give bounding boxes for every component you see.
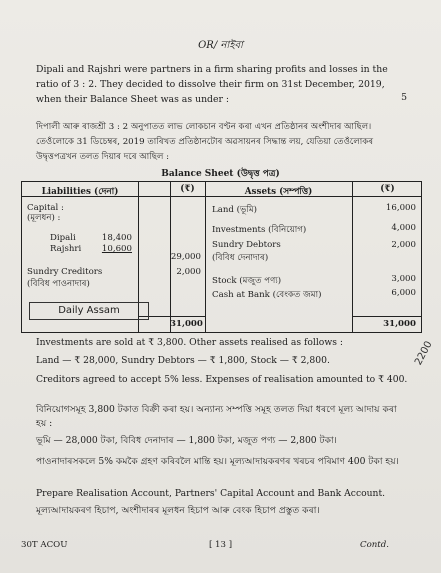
text-investments-assamese: বিনিয়োগসমূহ 3,800 টকাত বিক্ৰী কৰা হয়। অন্যান্য সম্পত্তি সমূহ তলত দিয়া ধৰণে মূল্য আদায় কৰা হয় : bbox=[36, 404, 397, 429]
header-amount-assets: (₹) bbox=[380, 184, 395, 194]
liabilities-total: 31,000 bbox=[170, 319, 203, 329]
footer-contd: Contd. bbox=[360, 540, 389, 550]
header-amount-liabilities: (₹) bbox=[180, 184, 195, 194]
asset-debtors-amount: 2,000 bbox=[391, 240, 416, 250]
text-investments-sold: Investments are sold at ₹ 3,800. Other assets realised as follows : bbox=[36, 337, 343, 348]
asset-cash-label: Cash at Bank (বেংকত জমা) bbox=[212, 290, 322, 300]
asset-cash-amount: 6,000 bbox=[391, 288, 416, 298]
text-creditors-assamese: পাওনাদাৰসকলে 5% কমকৈ গ্ৰহণ কৰিবলৈ মান্তি হয়। মূল্যআদায়কৰণৰ খৰচৰ পৰিমাণ 400 টকা হয়। bbox=[36, 456, 399, 467]
daily-assam-watermark: Daily Assam bbox=[29, 302, 149, 320]
asset-stock-label: Stock (মজুত পণ্য) bbox=[212, 276, 282, 286]
text-prepare-accounts: Prepare Realisation Account, Partners' Capital Account and Bank Account. bbox=[36, 488, 386, 499]
dipali-amount: 18,400 bbox=[101, 233, 132, 243]
rajshri-amount: 10,600 bbox=[101, 244, 132, 254]
text-prepare-accounts-assamese: মূল্যআদায়কৰণ হিচাপ, অংশীদাৰৰ মূলধন হিচাপ আৰু বেংক হিচাপ প্ৰস্তুত কৰা। bbox=[36, 505, 320, 516]
dipali-label: Dipali bbox=[50, 233, 76, 243]
asset-land-amount: 16,000 bbox=[385, 203, 416, 213]
handwritten-note: 2200 bbox=[413, 339, 435, 368]
balance-sheet-title: Balance Sheet (উদ্বৃত্ত পত্ৰ) bbox=[161, 169, 280, 179]
text-other-assets-assamese: ভূমি — 28,000 টকা, বিবিধ দেনাদাৰ — 1,800 টকা, মজুত পণ্য — 2,800 টকা। bbox=[36, 435, 337, 446]
question-marks: 5 bbox=[401, 92, 407, 103]
question-english bbox=[36, 62, 406, 107]
asset-investments-label: Investments (বিনিয়োগ) bbox=[212, 225, 307, 235]
text-creditors-expenses: Creditors agreed to accept 5% less. Expenses of realisation amounted to ₹ 400. bbox=[36, 374, 408, 385]
rajshri-label: Rajshri bbox=[50, 244, 82, 254]
asset-land-label: Land (ভূমি) bbox=[212, 205, 257, 215]
creditors-amount: 2,000 bbox=[176, 267, 201, 277]
creditors-label: Sundry Creditors bbox=[27, 267, 103, 277]
balance-sheet-table bbox=[21, 181, 422, 333]
asset-investments-amount: 4,000 bbox=[391, 223, 416, 233]
capital-total: 29,000 bbox=[170, 252, 201, 262]
header-assets: Assets (সম্পত্তি) bbox=[244, 187, 313, 197]
or-heading: OR/ নাইবা bbox=[198, 40, 243, 51]
question-english-text: Dipali and Rajshri were partners in a firm sharing profits and losses in the ratio of 3 : 2. They decided to dissolve their firm on 31st December, 2019, when their Balance Sheet was as under : bbox=[36, 64, 388, 105]
asset-stock-amount: 3,000 bbox=[391, 274, 416, 284]
text-other-assets: Land — ₹ 28,000, Sundry Debtors — ₹ 1,800, Stock — ₹ 2,800. bbox=[36, 355, 330, 366]
capital-label: Capital : bbox=[27, 203, 64, 213]
divider-line bbox=[352, 316, 421, 317]
capital-label-assamese: (মূলধন) : bbox=[27, 213, 61, 223]
divider-line bbox=[205, 182, 206, 332]
footer-code: 30T ACOU bbox=[21, 540, 68, 550]
header-liabilities: Liabilities (দেনা) bbox=[41, 187, 119, 197]
footer-page-number: [ 13 ] bbox=[208, 540, 233, 550]
assets-total: 31,000 bbox=[383, 319, 416, 329]
asset-debtors-label: Sundry Debtors bbox=[212, 240, 281, 250]
creditors-label-assamese: (বিবিধ পাওনাদাৰ) bbox=[27, 279, 90, 289]
question-assamese: দিপালী আৰু ৰাজশ্ৰী 3 : 2 অনুপাতত লাভ লোকচান বণ্টন কৰা এখন প্ৰতিষ্ঠানৰ অংশীদাৰ আছিল। তেওঁলোকে 31 ডিচেম্বৰ, 2019 তাৰিখত প্ৰতিষ্ঠানটোৰ অৱসায়নৰ সিদ্ধান্ত লয়, যেতিয়া তেওঁলোকৰ উদ্বৃত্তপত্ৰখন তলত দিয়াৰ দৰে আছিল : bbox=[36, 122, 374, 162]
asset-debtors-label-assamese: (বিবিধ দেনাদাৰ) bbox=[212, 253, 269, 263]
